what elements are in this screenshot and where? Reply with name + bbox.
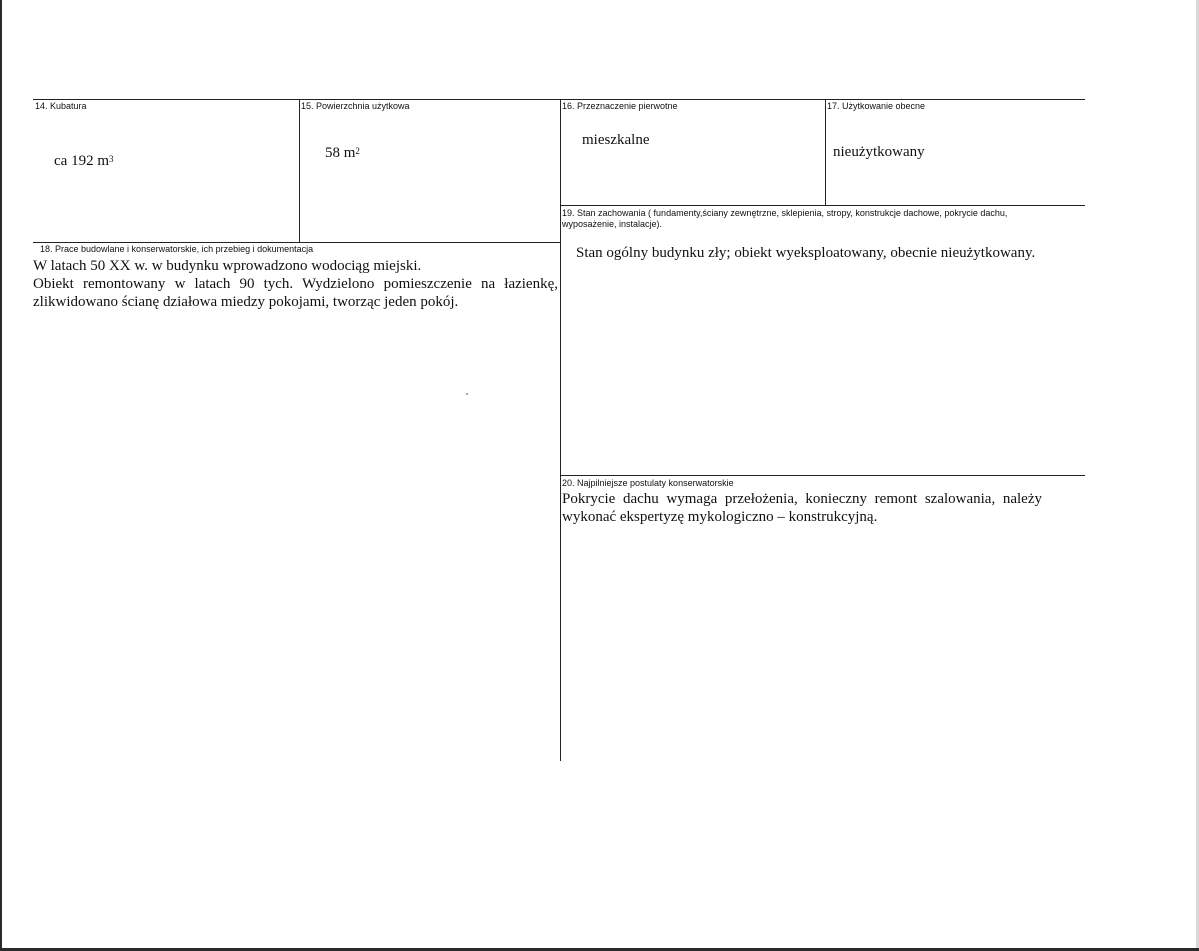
field-20-line-1: Pokrycie dachu wymaga przełożenia, konieczny remont szalowania, należy <box>562 491 1042 507</box>
field-17-label: 17. Użytkowanie obecne <box>827 101 926 111</box>
rule-above-18 <box>33 242 560 243</box>
rule-above-20 <box>560 475 1085 476</box>
divider-16-17 <box>825 99 826 205</box>
field-20-label: 20. Najpilniejsze postulaty konserwatorskie <box>562 478 734 488</box>
divider-14-15 <box>299 99 300 242</box>
field-20-line-2: wykonać ekspertyzę mykologiczno – konstrukcyjną. <box>562 509 878 525</box>
field-17-value: nieużytkowany <box>833 144 925 160</box>
field-14-label: 14. Kubatura <box>35 101 87 111</box>
field-19-value: Stan ogólny budynku zły; obiekt wyeksploatowany, obecnie nieużytkowany. <box>576 245 1036 261</box>
field-18-line-1: W latach 50 XX w. w budynku wprowadzono wodociąg miejski. <box>33 258 422 274</box>
field-14-value <box>54 153 113 170</box>
field-18-text <box>33 257 558 311</box>
field-20-text <box>562 490 1042 526</box>
field-19-label-line-2: wyposażenie, instalacje). <box>562 219 663 229</box>
field-15-number: 58 m <box>325 145 356 161</box>
field-14-number: ca 192 m <box>54 153 109 169</box>
field-18-label: 18. Prace budowlane i konserwatorskie, ich przebieg i dokumentacja <box>40 244 314 254</box>
field-15-value <box>325 145 360 162</box>
field-16-label: 16. Przeznaczenie pierwotne <box>562 101 678 111</box>
rule-above-19 <box>560 205 1085 206</box>
field-18-line-2: Obiekt remontowany w latach 90 tych. Wydzielono pomieszczenie na łazienkę, <box>33 276 558 292</box>
center-divider <box>560 99 561 761</box>
top-rule <box>33 99 1085 100</box>
field-16-value: mieszkalne <box>582 132 650 148</box>
field-14-exponent: 3 <box>108 154 114 164</box>
field-15-exponent: 2 <box>355 146 360 156</box>
field-18-line-3: zlikwidowano ścianę działowa miedzy pokojami, tworząc jeden pokój. <box>33 294 459 310</box>
field-19-label-line-1: 19. Stan zachowania ( fundamenty,ściany zewnętrzne, sklepienia, stropy, konstrukcje dachowe, pokrycie dachu, <box>562 208 1008 218</box>
scan-speck <box>466 393 468 395</box>
scan-edge-left <box>0 0 2 951</box>
field-15-label: 15. Powierzchnia użytkowa <box>301 101 410 111</box>
